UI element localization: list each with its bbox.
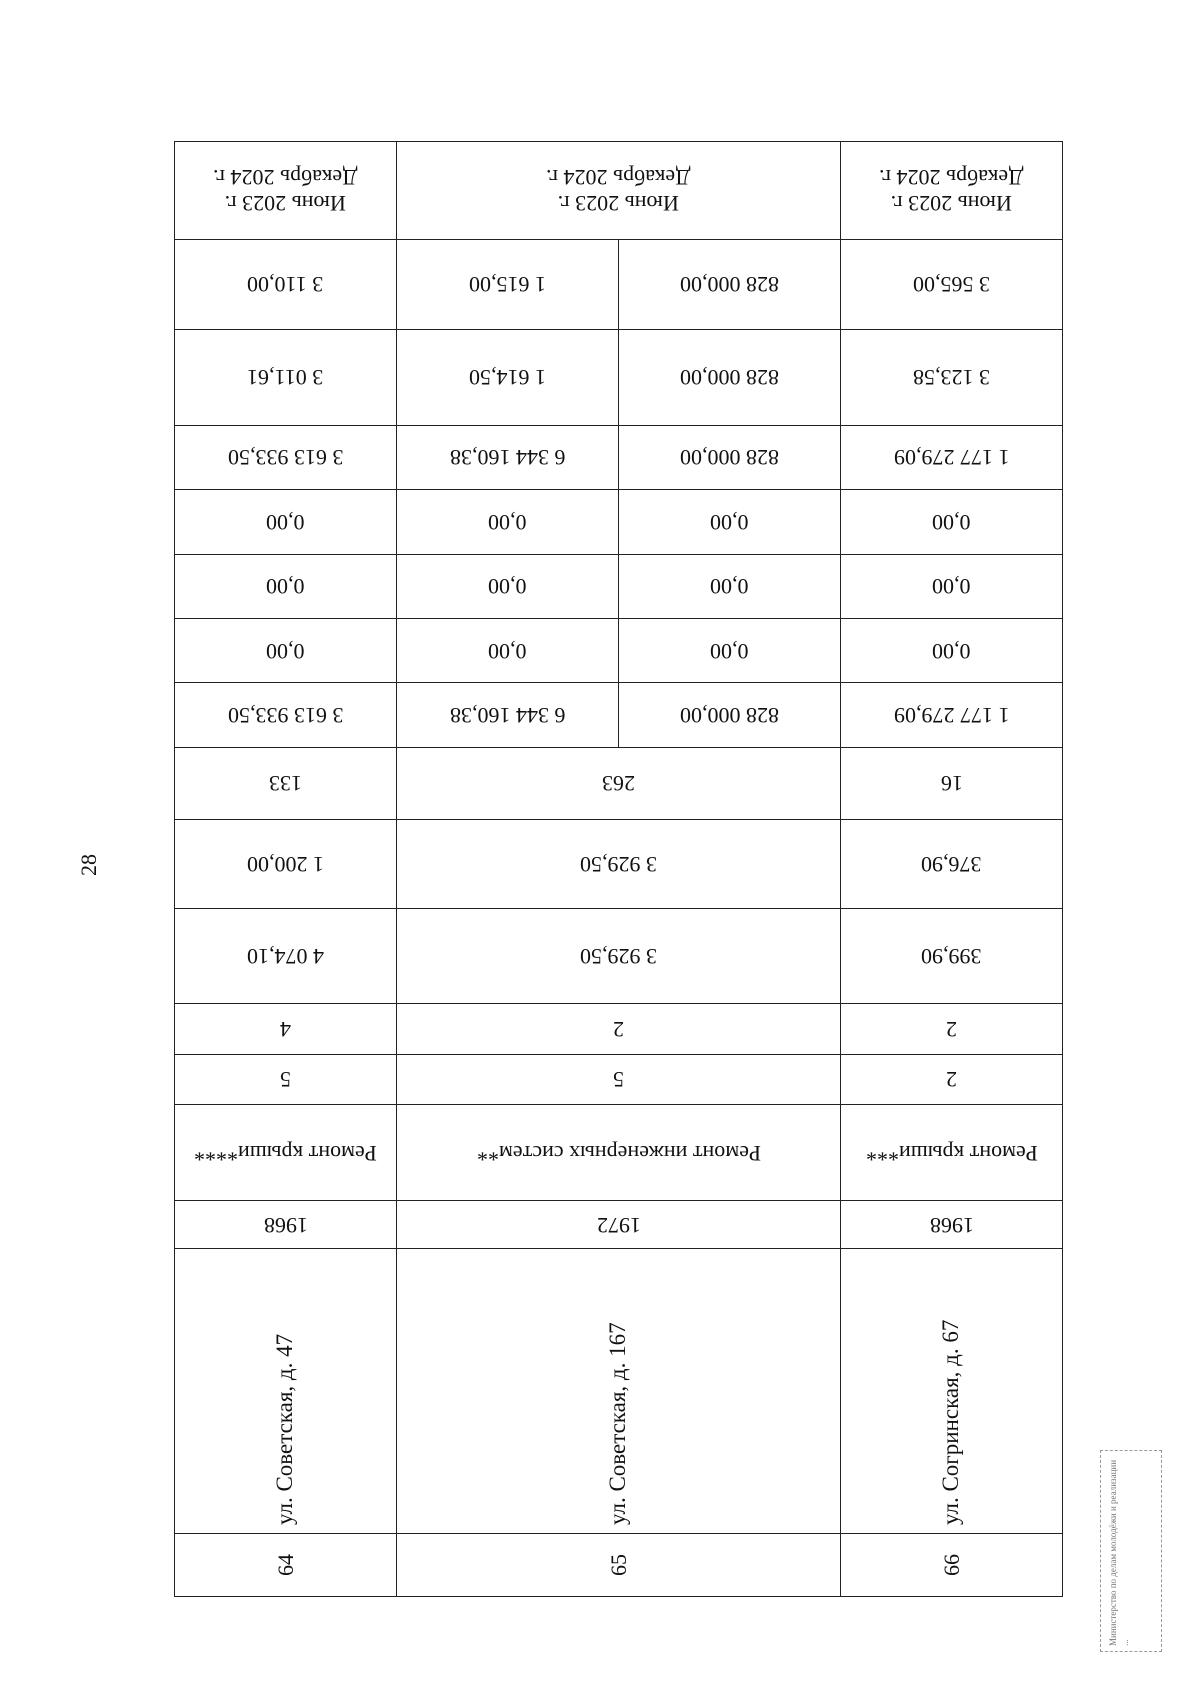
count-cell: 4 (175, 1004, 397, 1054)
table-row (175, 554, 1063, 618)
unit-cost-cell: 3 011,61 (175, 330, 397, 426)
table-row (175, 618, 1063, 682)
work-type-cell: Ремонт инженерных систем** (397, 1104, 841, 1201)
table-row (175, 1248, 1063, 1534)
table-row (175, 239, 1063, 330)
year-cell: 1968 (175, 1201, 397, 1248)
address-cell: ул. Советская, д. 47 (175, 1248, 397, 1534)
cost-total-cell: 1 177 279,09 (841, 683, 1063, 747)
table-row (175, 425, 1063, 489)
period-cell: Июнь 2023 г. Декабрь 2024 г. (397, 142, 841, 240)
count-cell: 2 (841, 1054, 1063, 1104)
row-number-cell: 65 (397, 1534, 841, 1597)
living-area-cell: 376,90 (841, 820, 1063, 909)
work-type-cell: Ремонт крыши**** (175, 1104, 397, 1201)
table-row (175, 1534, 1063, 1597)
zero-cell: 0,00 (397, 554, 619, 618)
zero-cell: 0,00 (841, 618, 1063, 682)
row-number-cell: 64 (175, 1534, 397, 1597)
zero-cell: 0,00 (175, 554, 397, 618)
work-type-cell: Ремонт крыши*** (841, 1104, 1063, 1201)
zero-cell: 0,00 (841, 490, 1063, 554)
table-row (175, 908, 1063, 1004)
address-cell: ул. Советская, д. 167 (397, 1248, 841, 1534)
zero-cell: 0,00 (619, 554, 841, 618)
unit-cost-cell: 1 614,50 (397, 330, 619, 426)
cost-fund-cell: 6 344 160,38 (397, 425, 619, 489)
zero-cell: 0,00 (397, 490, 619, 554)
cost-fund-cell: 1 177 279,09 (841, 425, 1063, 489)
repair-registry-table (174, 141, 1063, 1597)
table-row (175, 1054, 1063, 1104)
table-row (175, 683, 1063, 747)
count-cell: 2 (841, 1004, 1063, 1054)
row-number-cell: 66 (841, 1534, 1063, 1597)
cost-total-cell: 3 613 933,50 (175, 683, 397, 747)
count-cell: 5 (397, 1054, 841, 1104)
unit-cost-cell: 828 000,00 (619, 330, 841, 426)
table-row (175, 1004, 1063, 1054)
residents-cell: 16 (841, 747, 1063, 819)
zero-cell: 0,00 (175, 618, 397, 682)
count-cell: 5 (175, 1054, 397, 1104)
zero-cell: 0,00 (619, 618, 841, 682)
living-area-cell: 1 200,00 (175, 820, 397, 909)
zero-cell: 0,00 (619, 490, 841, 554)
cost-fund-cell: 3 613 933,50 (175, 425, 397, 489)
unit-cost-cell: 3 123,58 (841, 330, 1063, 426)
table-row (175, 1201, 1063, 1248)
total-area-cell: 3 929,50 (397, 908, 841, 1004)
residents-cell: 263 (397, 747, 841, 819)
approval-stamp: Министерство по делам молодёжи и реализации ... (1100, 1450, 1162, 1652)
address-cell: ул. Согринская, д. 67 (841, 1248, 1063, 1534)
zero-cell: 0,00 (841, 554, 1063, 618)
table-row (175, 1104, 1063, 1201)
table-row (175, 490, 1063, 554)
table-row (175, 142, 1063, 240)
total-area-cell: 399,90 (841, 908, 1063, 1004)
zero-cell: 0,00 (397, 618, 619, 682)
cost-total-cell: 828 000,00 (619, 683, 841, 747)
unit-limit-cell: 828 000,00 (619, 239, 841, 330)
table-row (175, 747, 1063, 819)
unit-limit-cell: 3 565,00 (841, 239, 1063, 330)
year-cell: 1968 (841, 1201, 1063, 1248)
cost-total-cell: 6 344 160,38 (397, 683, 619, 747)
period-cell: Июнь 2023 г. Декабрь 2024 г. (841, 142, 1063, 240)
unit-limit-cell: 1 615,00 (397, 239, 619, 330)
table-row (175, 820, 1063, 909)
count-cell: 2 (397, 1004, 841, 1054)
living-area-cell: 3 929,50 (397, 820, 841, 909)
table-row (175, 330, 1063, 426)
zero-cell: 0,00 (175, 490, 397, 554)
residents-cell: 133 (175, 747, 397, 819)
page-number: 28 (76, 854, 101, 876)
cost-fund-cell: 828 000,00 (619, 425, 841, 489)
period-cell: Июнь 2023 г. Декабрь 2024 г. (175, 142, 397, 240)
unit-limit-cell: 3 110,00 (175, 239, 397, 330)
year-cell: 1972 (397, 1201, 841, 1248)
total-area-cell: 4 074,10 (175, 908, 397, 1004)
